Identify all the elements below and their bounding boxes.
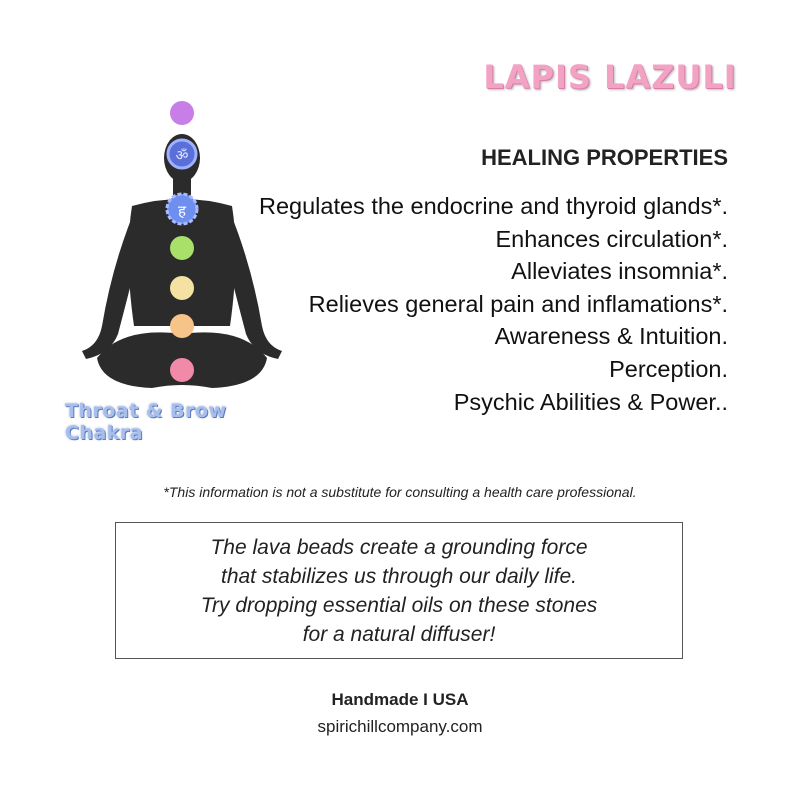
- note-line: for a natural diffuser!: [302, 622, 496, 646]
- property-item: Relieves general pain and inflamations*.: [308, 290, 728, 317]
- property-item: Alleviates insomnia*.: [511, 258, 728, 285]
- property-item: Regulates the endocrine and thyroid glands*.: [258, 193, 728, 219]
- root-chakra: [170, 358, 194, 382]
- handmade-label: Handmade I USA: [331, 690, 469, 709]
- property-item: Awareness & Intuition.: [494, 323, 728, 350]
- note-line: Try dropping essential oils on these stones: [200, 593, 598, 617]
- property-item: Psychic Abilities & Power..: [453, 388, 728, 415]
- crown-chakra: [170, 101, 194, 125]
- website-link[interactable]: spirichillcompany.com: [317, 717, 483, 736]
- heart-chakra: [170, 236, 194, 260]
- chakra-label: Throat & Brow Chakra: [65, 400, 227, 444]
- solar-plexus-chakra: [170, 276, 194, 300]
- property-item: Perception.: [609, 355, 728, 382]
- svg-text:ॐ: ॐ: [175, 148, 189, 164]
- note-box: [115, 522, 683, 659]
- sacral-chakra: [170, 314, 194, 338]
- svg-text:ह: ह: [178, 202, 186, 220]
- note-line: that stabilizes us through our daily life.: [220, 564, 578, 588]
- disclaimer: *This information is not a substitute for consulting a health care professional.: [163, 484, 637, 500]
- properties-list: [259, 190, 728, 418]
- note-line: The lava beads create a grounding force: [210, 535, 588, 559]
- product-title: LAPIS LAZULI: [483, 58, 737, 96]
- property-item: Enhances circulation*.: [495, 225, 728, 252]
- healing-properties-heading: HEALING PROPERTIES: [481, 145, 728, 170]
